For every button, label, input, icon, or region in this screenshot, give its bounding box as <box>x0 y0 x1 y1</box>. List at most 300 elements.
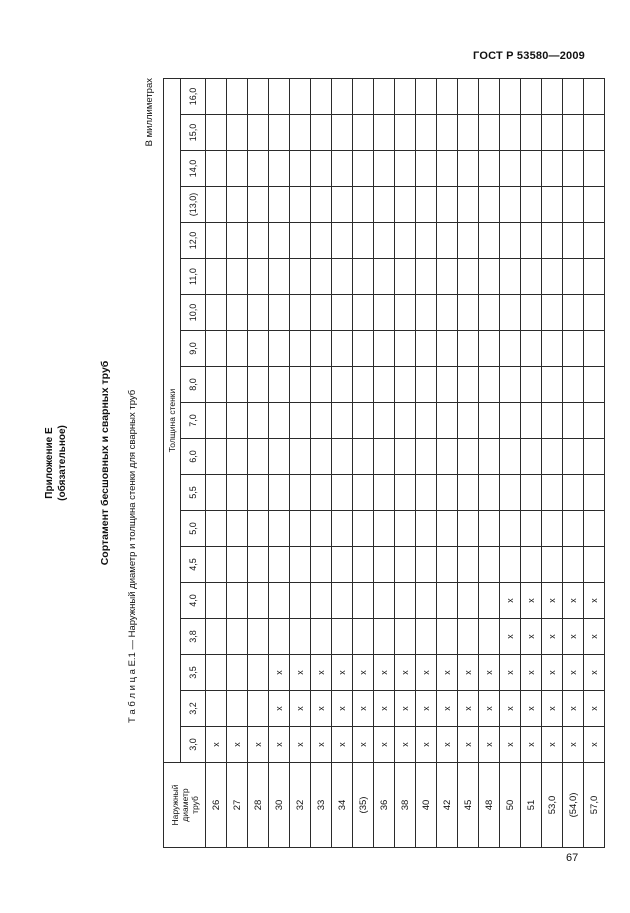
diameter-row <box>479 78 500 847</box>
empty-cell <box>206 403 227 439</box>
group-header-row <box>164 78 181 847</box>
empty-cell <box>542 439 563 475</box>
empty-cell <box>584 331 605 367</box>
empty-cell <box>458 511 479 547</box>
empty-cell <box>332 151 353 187</box>
empty-cell <box>500 78 521 114</box>
empty-cell <box>458 259 479 295</box>
thickness-header-cell: 3,5 <box>181 655 206 691</box>
empty-cell <box>353 367 374 403</box>
empty-cell <box>311 78 332 114</box>
availability-mark: х <box>458 727 479 763</box>
diameter-cell: (54,0) <box>563 763 584 848</box>
availability-mark: х <box>500 619 521 655</box>
empty-cell <box>416 475 437 511</box>
diameter-row <box>437 78 458 847</box>
empty-cell <box>584 223 605 259</box>
empty-cell <box>332 367 353 403</box>
thickness-header-cell: 3,2 <box>181 691 206 727</box>
diameter-row <box>248 78 269 847</box>
empty-cell <box>479 403 500 439</box>
empty-cell <box>479 259 500 295</box>
empty-cell <box>395 331 416 367</box>
empty-cell <box>374 331 395 367</box>
availability-mark: х <box>479 691 500 727</box>
empty-cell <box>311 259 332 295</box>
availability-mark: х <box>458 655 479 691</box>
thickness-header-cell: 3,8 <box>181 619 206 655</box>
rotated-table-sheet <box>0 68 613 848</box>
empty-cell <box>542 403 563 439</box>
empty-cell <box>269 78 290 114</box>
empty-cell <box>269 439 290 475</box>
empty-cell <box>479 547 500 583</box>
availability-mark: х <box>437 727 458 763</box>
empty-cell <box>500 187 521 223</box>
empty-cell <box>332 511 353 547</box>
empty-cell <box>563 439 584 475</box>
empty-cell <box>584 115 605 151</box>
empty-cell <box>563 367 584 403</box>
empty-cell <box>416 78 437 114</box>
units-note: В миллиметрах <box>144 78 155 147</box>
empty-cell <box>311 619 332 655</box>
empty-cell <box>395 295 416 331</box>
empty-cell <box>332 295 353 331</box>
availability-mark: х <box>521 619 542 655</box>
empty-cell <box>416 619 437 655</box>
availability-mark: х <box>584 619 605 655</box>
empty-cell <box>290 367 311 403</box>
empty-cell <box>479 583 500 619</box>
empty-cell <box>269 151 290 187</box>
empty-cell <box>521 259 542 295</box>
availability-mark: х <box>542 655 563 691</box>
empty-cell <box>395 439 416 475</box>
empty-cell <box>311 583 332 619</box>
availability-mark: х <box>479 727 500 763</box>
empty-cell <box>563 223 584 259</box>
empty-cell <box>311 331 332 367</box>
empty-cell <box>563 259 584 295</box>
empty-cell <box>416 187 437 223</box>
diameter-row <box>563 78 584 847</box>
empty-cell <box>206 151 227 187</box>
empty-cell <box>395 223 416 259</box>
empty-cell <box>563 295 584 331</box>
empty-cell <box>542 78 563 114</box>
thickness-header-cell: 4,0 <box>181 583 206 619</box>
diameter-cell: 42 <box>437 763 458 848</box>
empty-cell <box>479 439 500 475</box>
empty-cell <box>563 511 584 547</box>
thickness-header-cell: 12,0 <box>181 223 206 259</box>
standard-designation: ГОСТ Р 53580—2009 <box>473 50 585 62</box>
empty-cell <box>206 295 227 331</box>
empty-cell <box>458 115 479 151</box>
empty-cell <box>395 259 416 295</box>
empty-cell <box>521 295 542 331</box>
empty-cell <box>584 547 605 583</box>
availability-mark: х <box>374 727 395 763</box>
thickness-header-cell: 16,0 <box>181 78 206 114</box>
empty-cell <box>311 115 332 151</box>
empty-cell <box>479 511 500 547</box>
empty-cell <box>437 115 458 151</box>
empty-cell <box>437 367 458 403</box>
thickness-header-cell: 14,0 <box>181 151 206 187</box>
empty-cell <box>227 511 248 547</box>
diameter-cell: 36 <box>374 763 395 848</box>
empty-cell <box>332 187 353 223</box>
empty-cell <box>437 547 458 583</box>
availability-mark: х <box>584 655 605 691</box>
empty-cell <box>206 331 227 367</box>
diameter-cell: 33 <box>311 763 332 848</box>
empty-cell <box>290 115 311 151</box>
empty-cell <box>542 547 563 583</box>
empty-cell <box>521 367 542 403</box>
empty-cell <box>269 187 290 223</box>
thickness-header-cell: 6,0 <box>181 439 206 475</box>
diameter-row <box>458 78 479 847</box>
diameter-cell: 45 <box>458 763 479 848</box>
empty-cell <box>416 115 437 151</box>
empty-cell <box>269 259 290 295</box>
empty-cell <box>563 115 584 151</box>
empty-cell <box>332 223 353 259</box>
empty-cell <box>437 583 458 619</box>
empty-cell <box>437 331 458 367</box>
empty-cell <box>500 403 521 439</box>
empty-cell <box>500 115 521 151</box>
empty-cell <box>416 547 437 583</box>
empty-cell <box>500 511 521 547</box>
empty-cell <box>437 295 458 331</box>
empty-cell <box>227 691 248 727</box>
diameter-row <box>311 78 332 847</box>
empty-cell <box>248 547 269 583</box>
diameter-cell: 40 <box>416 763 437 848</box>
empty-cell <box>584 187 605 223</box>
empty-cell <box>395 547 416 583</box>
diameter-cell: 53,0 <box>542 763 563 848</box>
empty-cell <box>248 259 269 295</box>
diameter-row <box>500 78 521 847</box>
empty-cell <box>353 115 374 151</box>
empty-cell <box>227 367 248 403</box>
availability-mark: х <box>500 727 521 763</box>
empty-cell <box>479 475 500 511</box>
empty-cell <box>521 475 542 511</box>
empty-cell <box>542 151 563 187</box>
empty-cell <box>458 223 479 259</box>
empty-cell <box>374 151 395 187</box>
empty-cell <box>500 151 521 187</box>
empty-cell <box>542 187 563 223</box>
empty-cell <box>269 223 290 259</box>
availability-mark: х <box>521 583 542 619</box>
empty-cell <box>542 331 563 367</box>
thickness-header-cell: 5,0 <box>181 511 206 547</box>
empty-cell <box>206 475 227 511</box>
empty-cell <box>437 439 458 475</box>
diameter-row <box>353 78 374 847</box>
diameter-row <box>374 78 395 847</box>
empty-cell <box>479 115 500 151</box>
availability-mark: х <box>311 691 332 727</box>
empty-cell <box>542 115 563 151</box>
empty-cell <box>269 115 290 151</box>
empty-cell <box>290 223 311 259</box>
empty-cell <box>374 115 395 151</box>
availability-mark: х <box>521 727 542 763</box>
empty-cell <box>500 367 521 403</box>
availability-mark: х <box>374 655 395 691</box>
empty-cell <box>206 439 227 475</box>
empty-cell <box>353 151 374 187</box>
empty-cell <box>500 439 521 475</box>
empty-cell <box>227 187 248 223</box>
empty-cell <box>269 403 290 439</box>
empty-cell <box>416 331 437 367</box>
empty-cell <box>500 223 521 259</box>
empty-cell <box>353 475 374 511</box>
diameter-row <box>584 78 605 847</box>
empty-cell <box>248 295 269 331</box>
empty-cell <box>563 547 584 583</box>
empty-cell <box>206 547 227 583</box>
empty-cell <box>437 223 458 259</box>
empty-cell <box>458 619 479 655</box>
empty-cell <box>206 115 227 151</box>
empty-cell <box>584 475 605 511</box>
empty-cell <box>479 223 500 259</box>
availability-mark: х <box>437 655 458 691</box>
empty-cell <box>227 475 248 511</box>
empty-cell <box>206 187 227 223</box>
empty-cell <box>311 439 332 475</box>
empty-cell <box>542 259 563 295</box>
empty-cell <box>248 583 269 619</box>
page-number: 67 <box>566 852 579 864</box>
empty-cell <box>248 403 269 439</box>
empty-cell <box>374 223 395 259</box>
empty-cell <box>290 259 311 295</box>
stub-header-line: диаметр <box>179 788 190 822</box>
availability-mark: х <box>332 691 353 727</box>
empty-cell <box>353 439 374 475</box>
empty-cell <box>206 583 227 619</box>
empty-cell <box>374 295 395 331</box>
empty-cell <box>374 403 395 439</box>
empty-cell <box>269 295 290 331</box>
empty-cell <box>563 78 584 114</box>
diameter-row <box>290 78 311 847</box>
diameter-row <box>227 78 248 847</box>
empty-cell <box>521 223 542 259</box>
empty-cell <box>458 547 479 583</box>
empty-cell <box>416 223 437 259</box>
empty-cell <box>206 691 227 727</box>
empty-cell <box>416 403 437 439</box>
appendix-title: Приложение Е <box>44 427 55 499</box>
group-header: Толщина стенки <box>164 78 181 762</box>
empty-cell <box>353 583 374 619</box>
thickness-header-cell: 8,0 <box>181 367 206 403</box>
empty-cell <box>374 583 395 619</box>
availability-mark: х <box>290 655 311 691</box>
empty-cell <box>227 655 248 691</box>
empty-cell <box>332 78 353 114</box>
empty-cell <box>395 115 416 151</box>
empty-cell <box>227 439 248 475</box>
empty-cell <box>311 187 332 223</box>
diameter-row <box>206 78 227 847</box>
empty-cell <box>395 78 416 114</box>
empty-cell <box>542 511 563 547</box>
diameter-cell: 26 <box>206 763 227 848</box>
availability-mark: х <box>500 655 521 691</box>
empty-cell <box>206 511 227 547</box>
empty-cell <box>290 511 311 547</box>
diameter-cell: 30 <box>269 763 290 848</box>
thickness-header-cell: 4,5 <box>181 547 206 583</box>
empty-cell <box>311 367 332 403</box>
availability-mark: х <box>458 691 479 727</box>
empty-cell <box>374 439 395 475</box>
empty-cell <box>206 223 227 259</box>
availability-mark: х <box>542 691 563 727</box>
availability-mark: х <box>353 691 374 727</box>
empty-cell <box>584 511 605 547</box>
diameter-cell: 50 <box>500 763 521 848</box>
diameter-cell: 28 <box>248 763 269 848</box>
empty-cell <box>248 439 269 475</box>
empty-cell <box>374 367 395 403</box>
empty-cell <box>227 547 248 583</box>
empty-cell <box>458 403 479 439</box>
empty-cell <box>290 439 311 475</box>
empty-cell <box>458 331 479 367</box>
empty-cell <box>437 259 458 295</box>
empty-cell <box>395 151 416 187</box>
thickness-header-row <box>181 78 206 847</box>
empty-cell <box>479 78 500 114</box>
availability-mark: х <box>311 727 332 763</box>
empty-cell <box>269 583 290 619</box>
empty-cell <box>521 331 542 367</box>
empty-cell <box>500 331 521 367</box>
empty-cell <box>353 259 374 295</box>
diameter-row <box>395 78 416 847</box>
empty-cell <box>416 367 437 403</box>
availability-mark: х <box>416 691 437 727</box>
empty-cell <box>353 547 374 583</box>
empty-cell <box>290 151 311 187</box>
stub-header-line: Наружный <box>169 784 180 826</box>
empty-cell <box>206 655 227 691</box>
availability-mark: х <box>332 727 353 763</box>
stub-header <box>164 763 206 848</box>
thickness-header-cell: 3,0 <box>181 727 206 763</box>
availability-mark: х <box>206 727 227 763</box>
availability-mark: х <box>584 691 605 727</box>
empty-cell <box>332 259 353 295</box>
empty-cell <box>416 295 437 331</box>
appendix-subtitle: Сортамент бесшовных и сварных труб <box>99 360 111 566</box>
empty-cell <box>395 403 416 439</box>
empty-cell <box>521 439 542 475</box>
availability-mark: х <box>563 691 584 727</box>
empty-cell <box>227 583 248 619</box>
empty-cell <box>395 187 416 223</box>
empty-cell <box>395 475 416 511</box>
stub-header-line: труб <box>189 796 200 814</box>
empty-cell <box>458 295 479 331</box>
diameter-row <box>332 78 353 847</box>
empty-cell <box>227 259 248 295</box>
empty-cell <box>584 259 605 295</box>
thickness-header-cell: 10,0 <box>181 295 206 331</box>
empty-cell <box>353 295 374 331</box>
appendix-qualifier: (обязательное) <box>57 425 68 501</box>
sortament-table <box>163 78 605 848</box>
empty-cell <box>563 331 584 367</box>
empty-cell <box>248 367 269 403</box>
availability-mark: х <box>416 727 437 763</box>
empty-cell <box>521 511 542 547</box>
availability-mark: х <box>479 655 500 691</box>
availability-mark: х <box>500 691 521 727</box>
empty-cell <box>395 511 416 547</box>
empty-cell <box>458 439 479 475</box>
empty-cell <box>500 259 521 295</box>
availability-mark: х <box>311 655 332 691</box>
empty-cell <box>290 619 311 655</box>
empty-cell <box>437 511 458 547</box>
empty-cell <box>332 439 353 475</box>
empty-cell <box>500 475 521 511</box>
empty-cell <box>374 187 395 223</box>
empty-cell <box>479 151 500 187</box>
empty-cell <box>395 583 416 619</box>
empty-cell <box>311 295 332 331</box>
empty-cell <box>353 403 374 439</box>
empty-cell <box>479 367 500 403</box>
availability-mark: х <box>269 727 290 763</box>
empty-cell <box>248 331 269 367</box>
thickness-header-cell: 9,0 <box>181 331 206 367</box>
empty-cell <box>332 403 353 439</box>
empty-cell <box>227 115 248 151</box>
diameter-row <box>542 78 563 847</box>
empty-cell <box>206 619 227 655</box>
empty-cell <box>227 295 248 331</box>
appendix-heading <box>43 78 69 848</box>
empty-cell <box>269 367 290 403</box>
empty-cell <box>248 691 269 727</box>
availability-mark: х <box>269 691 290 727</box>
empty-cell <box>584 403 605 439</box>
availability-mark: х <box>584 727 605 763</box>
empty-cell <box>437 187 458 223</box>
diameter-row <box>269 78 290 847</box>
availability-mark: х <box>290 691 311 727</box>
availability-mark: х <box>395 727 416 763</box>
availability-mark: х <box>521 655 542 691</box>
empty-cell <box>206 78 227 114</box>
